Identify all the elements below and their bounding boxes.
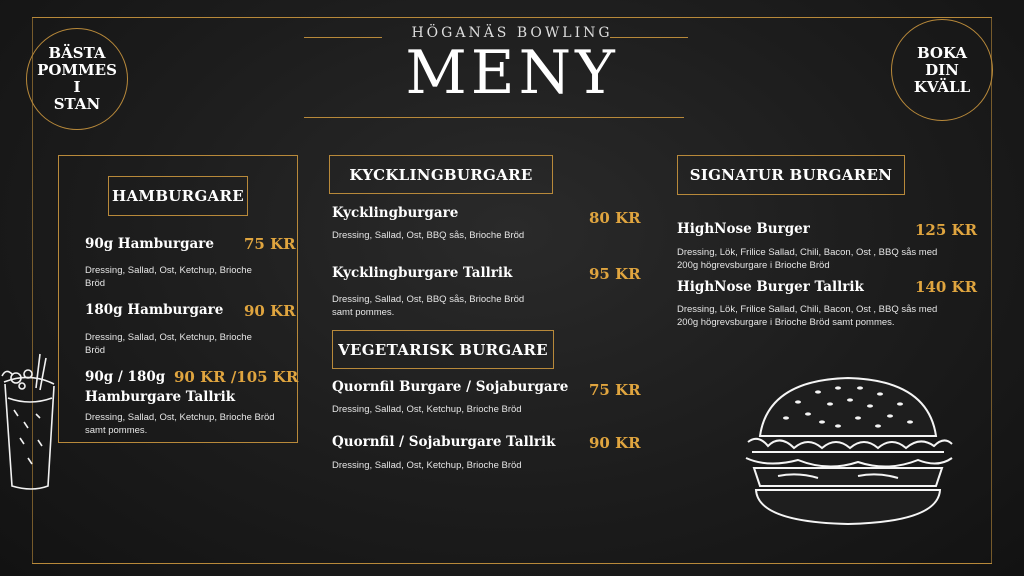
- menu-item-price: 95 KR: [589, 265, 641, 283]
- menu-item-price: 90 KR: [244, 302, 296, 320]
- book-evening-badge[interactable]: [891, 19, 993, 121]
- badge-left-line-3: I: [73, 78, 81, 96]
- menu-item-price: 125 KR: [915, 221, 978, 239]
- menu-item-name: HighNose Burger: [677, 221, 810, 237]
- menu-item-desc: Dressing, Sallad, Ost, Ketchup, Brioche Bröd: [85, 265, 252, 289]
- menu-item-name: Quornfil / Sojaburgare Tallrik: [332, 434, 556, 450]
- menu-item-desc: Dressing, Sallad, Ost, BBQ sås, Brioche Bröd: [332, 230, 525, 241]
- badge-right-line-2: DIN: [925, 60, 959, 79]
- menu-item-name: Quornfil Burgare / Sojaburgare: [332, 379, 569, 395]
- menu-item-name: 90g / 180g: [85, 369, 166, 385]
- menu-item-desc: Dressing, Sallad, Ost, Ketchup, Brioche Bröd samt pommes.: [85, 412, 275, 436]
- menu-item-price: 80 KR: [589, 209, 641, 227]
- hamburgare-heading: HAMBURGARE: [108, 176, 248, 216]
- drink-glass-illustration: [0, 348, 60, 493]
- badge-left-line-2: POMMES: [37, 61, 117, 79]
- frame-bottom-line: [32, 563, 992, 564]
- menu-item-price: 90 KR /105 KR: [174, 368, 299, 386]
- header-rule-bottom: [304, 117, 684, 118]
- menu-item-name: 90g Hamburgare: [85, 236, 214, 252]
- signatur-heading: SIGNATUR BURGAREN: [677, 155, 905, 195]
- menu-item-desc: Dressing, Sallad, Ost, Ketchup, Brioche Bröd: [332, 404, 522, 415]
- frame-top-line: [32, 17, 992, 18]
- burger-illustration: [738, 372, 958, 532]
- menu-item-desc: Dressing, Sallad, Ost, Ketchup, Brioche Bröd: [332, 460, 522, 471]
- menu-item-price: 140 KR: [915, 278, 978, 296]
- menu-item-desc: Dressing, Lök, Frilice Sallad, Chili, Bacon, Ost , BBQ sås med 200g högrevsburgare i Brioche Bröd samt pommes.: [677, 304, 938, 328]
- menu-item-name-line-2: Hamburgare Tallrik: [85, 389, 236, 405]
- menu-item-price: 75 KR: [244, 235, 296, 253]
- badge-left-line-4: STAN: [53, 95, 101, 113]
- kyckling-heading: KYCKLINGBURGARE: [329, 155, 553, 194]
- menu-item-name: Kycklingburgare: [332, 205, 459, 221]
- menu-item-name: Kycklingburgare Tallrik: [332, 265, 513, 281]
- badge-right-line-3: KVÄLL: [913, 77, 971, 96]
- menu-item-price: 90 KR: [589, 434, 641, 452]
- page-title: MENY: [405, 38, 619, 108]
- badge-right-line-1: BOKA: [916, 43, 968, 62]
- menu-item-desc: Dressing, Sallad, Ost, BBQ sås, Brioche Bröd samt pommes.: [332, 294, 525, 318]
- menu-item-name: HighNose Burger Tallrik: [677, 279, 864, 295]
- best-fries-badge: [26, 28, 128, 130]
- venue-name: HÖGANÄS BOWLING: [411, 25, 613, 41]
- menu-item-name: 180g Hamburgare: [85, 302, 224, 318]
- menu-item-desc: Dressing, Sallad, Ost, Ketchup, Brioche Bröd: [85, 332, 252, 356]
- menu-item-price: 75 KR: [589, 381, 641, 399]
- menu-item-desc: Dressing, Lök, Frilice Sallad, Chili, Bacon, Ost , BBQ sås med 200g högrevsburgare i Brioche Bröd: [677, 247, 938, 271]
- badge-left-line-1: BÄSTA: [48, 44, 106, 62]
- vegetarisk-heading: VEGETARISK BURGARE: [332, 330, 554, 369]
